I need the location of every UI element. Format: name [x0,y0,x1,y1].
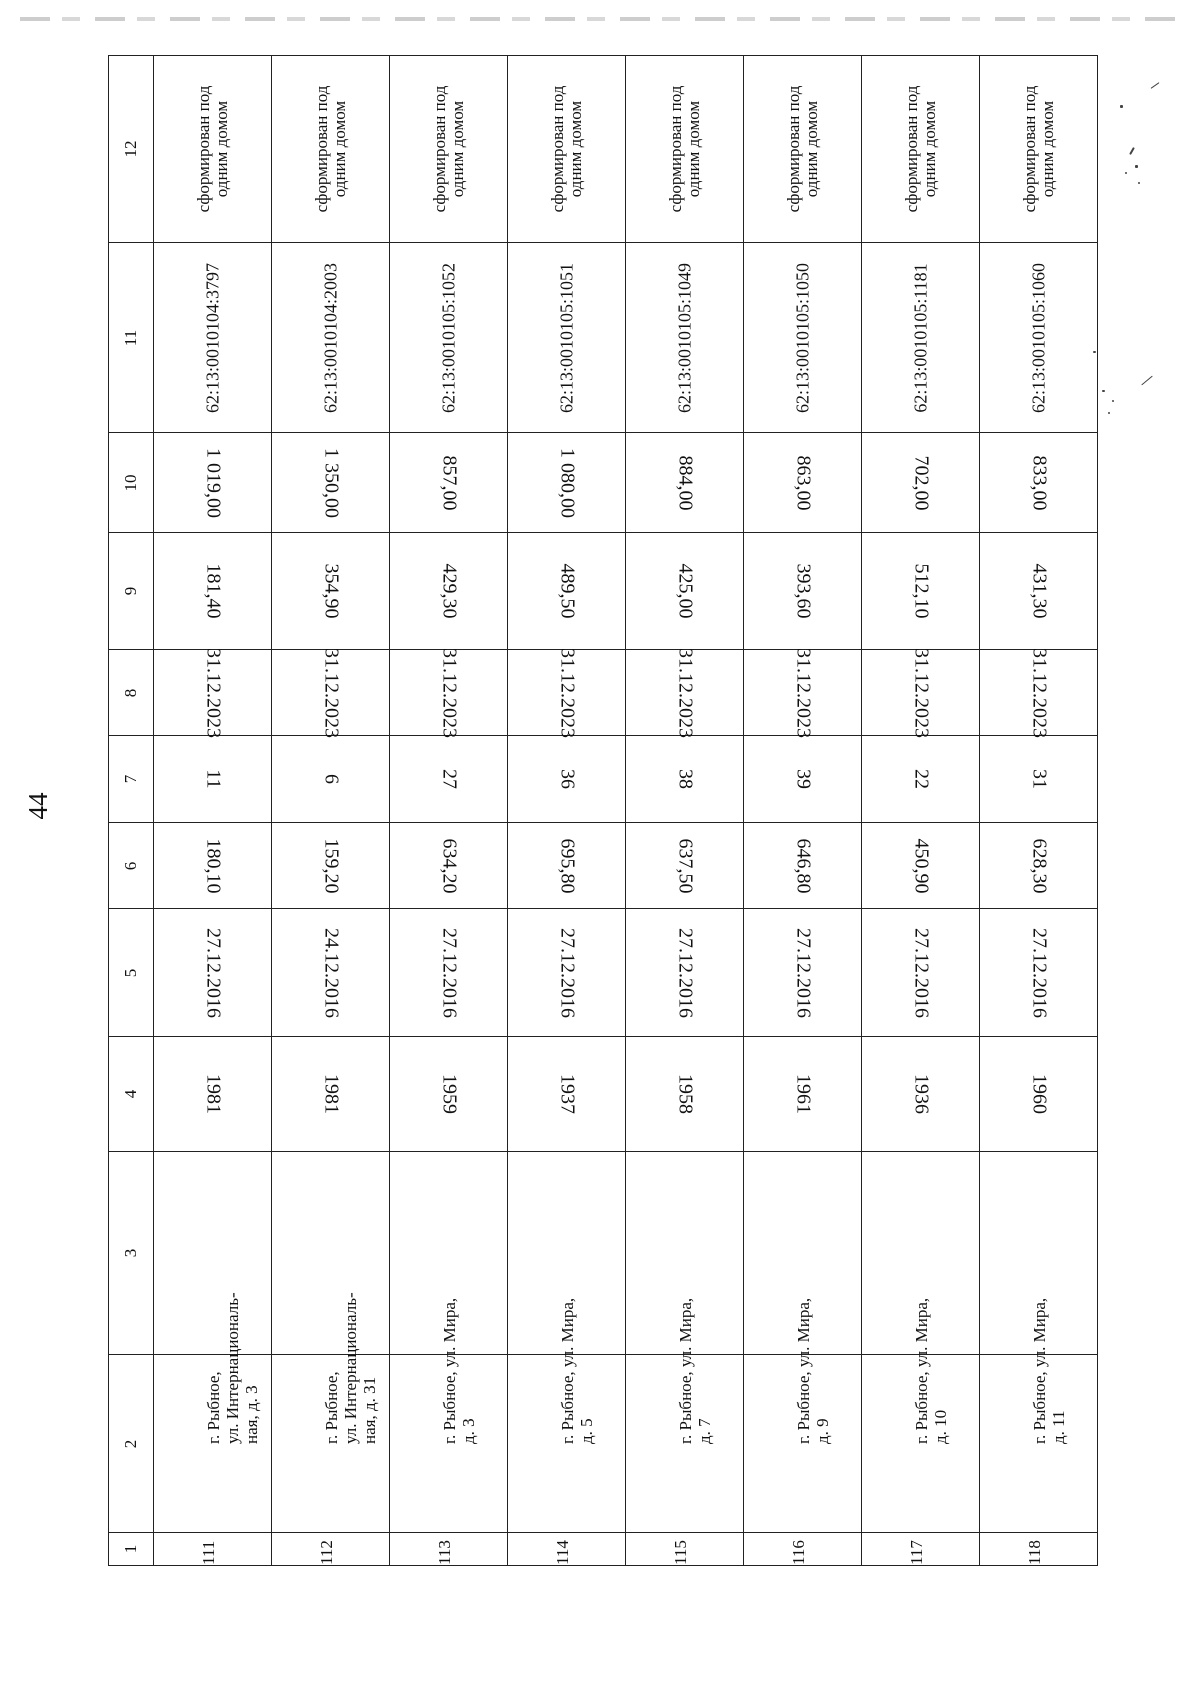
value-v9: 429,30 [438,563,460,619]
row-number: 117 [906,1540,926,1565]
value-date2: 31.12.2023 [910,647,932,738]
table-cell [626,736,744,823]
table-cell [744,1533,862,1566]
value-area: 180,10 [202,838,224,893]
row-number: 111 [198,1540,218,1565]
table-cell [154,433,272,533]
cadastral-number: 62:13:0010104:2003 [320,262,340,413]
table-band [109,1533,1098,1566]
table-cell [626,1152,744,1444]
address-text: г. Рыбное, ул. Интернациональ- ная, д. 3 [203,1292,261,1444]
table-cell [154,1355,272,1533]
table-cell [980,1355,1098,1533]
table-cell [154,823,272,909]
table-band [109,650,1098,736]
value-area: 159,20 [320,838,342,893]
table-cell [980,1037,1098,1152]
value-v9: 354,90 [320,563,342,619]
table-band [109,823,1098,909]
value-date2: 31.12.2023 [674,647,696,738]
table-cell [508,1355,626,1533]
table-cell [980,243,1098,433]
cadastral-number: 62:13:0010105:1050 [792,262,812,413]
value-count: 38 [674,769,696,789]
table-cell [272,736,390,823]
address-text: г. Рыбное, ул. Мира, д. 7 [675,1297,714,1444]
table-cell [508,736,626,823]
status-text: сформирован под одним домом [547,85,585,213]
cadastral-number: 62:13:0010105:1049 [674,262,694,413]
column-header: 6 [121,861,140,870]
table-cell [744,243,862,433]
table-cell [862,1152,980,1444]
table-cell [862,1037,980,1152]
scan-speck [1120,105,1123,108]
column-header-cell [109,433,154,533]
address-text: г. Рыбное, ул. Интернациональ- ная, д. 31 [321,1292,379,1444]
table-cell [154,1533,272,1566]
table-cell [390,1533,508,1566]
column-header-cell [109,1152,154,1355]
value-date1: 27.12.2016 [438,927,460,1018]
value-area: 450,90 [910,838,932,893]
table-cell [272,909,390,1037]
table-cell [508,647,626,738]
scan-speck [1141,376,1152,386]
value-year: 1937 [556,1074,578,1114]
status-text: сформирован под одним домом [665,85,703,213]
table-cell [272,533,390,650]
table-band [109,736,1098,823]
table-cell [626,909,744,1037]
column-header-cell [109,909,154,1037]
value-count: 6 [320,774,342,784]
table-band [109,533,1098,650]
table-cell [862,823,980,909]
value-year: 1958 [674,1074,696,1114]
column-header-cell [109,1037,154,1152]
cadastral-number: 62:13:0010105:1051 [556,262,576,413]
table-cell [390,909,508,1037]
value-v10: 1 350,00 [320,447,342,518]
column-header: 10 [121,474,140,491]
column-header: 5 [121,968,140,977]
value-date2: 31.12.2023 [202,647,224,738]
value-count: 22 [910,769,932,789]
table-cell [626,56,744,243]
column-header-cell [109,650,154,736]
column-header-cell [109,736,154,823]
value-v10: 857,00 [438,455,460,510]
scan-speck [1129,147,1135,155]
row-number: 115 [670,1540,690,1565]
value-v9: 393,60 [792,563,814,619]
table-cell [272,1152,390,1444]
table-cell [862,909,980,1037]
table-cell [980,56,1098,243]
table-cell [508,243,626,433]
table-band [109,243,1098,433]
table-cell [390,736,508,823]
table-band [109,1152,1098,1355]
scan-speck [1138,182,1140,184]
value-count: 31 [1028,769,1050,789]
table-cell [390,533,508,650]
table-cell [154,56,272,243]
scan-speck [1102,390,1105,392]
value-date1: 27.12.2016 [792,927,814,1018]
value-v9: 489,50 [556,563,578,619]
value-date2: 31.12.2023 [556,647,578,738]
value-date2: 31.12.2023 [320,647,342,738]
table-cell [272,433,390,533]
table-cell [626,533,744,650]
address-text: г. Рыбное, ул. Мира, д. 9 [793,1297,832,1444]
column-header-cell [109,533,154,650]
value-date1: 24.12.2016 [320,927,342,1018]
address-text: г. Рыбное, ул. Мира, д. 5 [557,1297,596,1444]
table-cell [980,1152,1098,1444]
value-year: 1961 [792,1074,814,1114]
table-cell [744,56,862,243]
value-count: 36 [556,769,578,789]
table-cell [508,533,626,650]
value-area: 637,50 [674,838,696,893]
value-date1: 27.12.2016 [202,927,224,1018]
table-cell [862,1533,980,1566]
value-year: 1936 [910,1074,932,1114]
column-header: 9 [121,586,140,596]
value-date1: 27.12.2016 [556,927,578,1018]
value-area: 646,80 [792,838,814,893]
table-cell [154,533,272,650]
status-text: сформирован под одним домом [901,85,939,213]
value-date2: 31.12.2023 [1028,647,1050,738]
table-cell [154,243,272,433]
cadastral-number: 62:13:0010105:1060 [1028,262,1048,413]
table-cell [390,433,508,533]
value-year: 1960 [1028,1074,1050,1114]
value-area: 628,30 [1028,838,1050,893]
table-cell [272,1533,390,1566]
column-header: 2 [121,1439,140,1448]
scan-speck [1125,172,1127,174]
table-cell [272,56,390,243]
table-cell [626,647,744,738]
row-number: 116 [788,1540,808,1565]
table-cell [744,909,862,1037]
value-v9: 512,10 [910,563,932,619]
column-header: 3 [121,1248,140,1258]
table-cell [626,1355,744,1533]
address-text: г. Рыбное, ул. Мира, д. 3 [439,1297,478,1444]
table-cell [154,1037,272,1152]
value-year: 1959 [438,1074,460,1114]
table-cell [744,1355,862,1533]
table-cell [390,1355,508,1533]
table-cell [626,1533,744,1566]
value-date2: 31.12.2023 [792,647,814,738]
scan-speck [1108,412,1110,414]
table-cell [508,909,626,1037]
table-cell [508,433,626,533]
scan-speck [1135,165,1138,168]
table-cell [744,433,862,533]
value-count: 11 [202,769,224,789]
column-header-cell [109,56,154,243]
table-cell [626,243,744,433]
table-cell [272,823,390,909]
table-cell [744,533,862,650]
table-cell [272,243,390,433]
column-header: 11 [121,329,140,346]
table-cell [390,243,508,433]
value-v10: 863,00 [792,455,814,510]
table-cell [508,823,626,909]
column-header-cell [109,1533,154,1566]
table-cell [862,56,980,243]
table-band [109,433,1098,533]
table-cell [390,1152,508,1444]
cadastral-number: 62:13:0010105:1052 [438,262,458,413]
cadastral-number: 62:13:0010105:1181 [910,262,930,413]
table-cell [862,736,980,823]
column-header: 1 [121,1544,140,1554]
row-number: 114 [552,1540,572,1565]
column-header-cell [109,1355,154,1533]
table-cell [980,533,1098,650]
table-band [109,56,1098,243]
column-header: 8 [121,688,140,697]
column-header-cell [109,823,154,909]
records-table [108,55,1098,1566]
table-cell [626,1037,744,1152]
table-cell [862,533,980,650]
table-cell [980,647,1098,738]
value-date1: 27.12.2016 [1028,927,1050,1018]
column-header: 4 [121,1089,140,1099]
table-cell [980,823,1098,909]
table-cell [508,1152,626,1444]
page-number: 44 [23,792,53,820]
value-date1: 27.12.2016 [674,927,696,1018]
address-text: г. Рыбное, ул. Мира, д. 10 [911,1297,950,1444]
table-cell [508,1037,626,1152]
row-number: 112 [316,1540,336,1565]
value-v10: 1 080,00 [556,447,578,518]
table-cell [862,1355,980,1533]
value-count: 39 [792,769,814,789]
table-cell [862,243,980,433]
column-header: 12 [121,140,140,158]
value-date2: 31.12.2023 [438,647,460,738]
value-v9: 425,00 [674,563,696,619]
cadastral-number: 62:13:0010104:3797 [202,262,222,413]
scan-speck [1151,82,1160,89]
table-cell [508,56,626,243]
value-v10: 884,00 [674,455,696,510]
table-cell [744,823,862,909]
table-cell [390,56,508,243]
value-year: 1981 [320,1074,342,1114]
value-v10: 702,00 [910,455,932,510]
column-header: 7 [121,774,140,784]
value-year: 1981 [202,1074,224,1114]
value-v9: 431,30 [1028,563,1050,619]
value-v10: 1 019,00 [202,447,224,518]
status-text: сформирован под одним домом [429,85,467,213]
scan-edge-marks [20,17,1180,21]
table-cell [744,736,862,823]
status-text: сформирован под одним домом [311,85,349,213]
value-count: 27 [438,769,460,789]
table-cell [154,1152,272,1444]
scan-speck [1112,400,1114,402]
value-date1: 27.12.2016 [910,927,932,1018]
table-cell [272,647,390,738]
table-cell [390,823,508,909]
table-cell [154,909,272,1037]
table-cell [626,823,744,909]
table-cell [744,647,862,738]
value-v10: 833,00 [1028,455,1050,510]
table-cell [980,1533,1098,1566]
table-band [109,909,1098,1037]
value-v9: 181,40 [202,563,224,619]
table-cell [390,1037,508,1152]
table-cell [744,1152,862,1444]
table-cell [390,647,508,738]
column-header-cell [109,243,154,433]
table-cell [508,1533,626,1566]
address-text: г. Рыбное, ул. Мира, д. 11 [1029,1297,1068,1444]
row-number: 118 [1024,1540,1044,1565]
table-cell [154,647,272,738]
table-band [109,1355,1098,1533]
table-cell [980,736,1098,823]
row-number: 113 [434,1540,454,1565]
table-cell [980,909,1098,1037]
table-cell [980,433,1098,533]
table-cell [154,736,272,823]
table-cell [862,647,980,738]
table-cell [744,1037,862,1152]
status-text: сформирован под одним домом [1019,85,1057,213]
table-cell [862,433,980,533]
table-cell [626,433,744,533]
table-band [109,1037,1098,1152]
table-cell [272,1037,390,1152]
table-cell [272,1355,390,1533]
status-text: сформирован под одним домом [783,85,821,213]
value-area: 634,20 [438,838,460,893]
status-text: сформирован под одним домом [193,85,231,213]
value-area: 695,80 [556,838,578,893]
